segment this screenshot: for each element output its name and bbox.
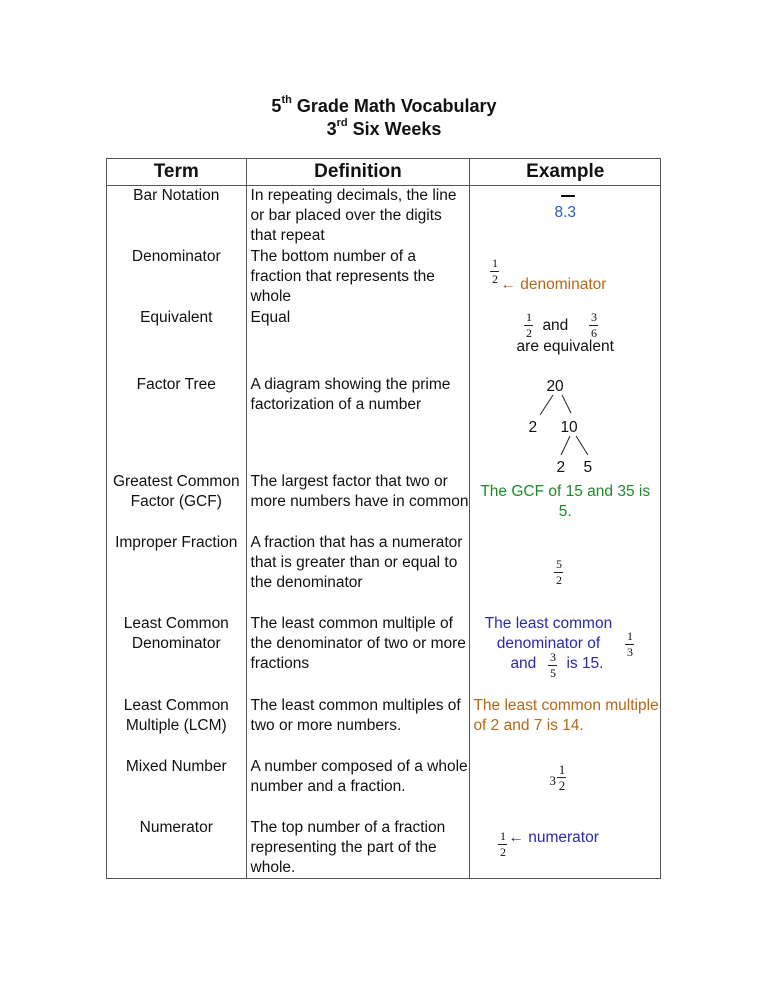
fraction: 1 2 bbox=[525, 309, 532, 340]
term-cell: Equivalent bbox=[107, 308, 247, 369]
mixed-whole: 3 bbox=[549, 772, 556, 788]
term-cell: Mixed Number bbox=[107, 757, 247, 818]
term-cell: Least Common Denominator bbox=[107, 614, 247, 696]
equivalent-text: are equivalent bbox=[516, 337, 614, 355]
repeat-bar-mark bbox=[561, 195, 575, 197]
example-cell bbox=[470, 247, 661, 308]
fraction: 1 2 bbox=[499, 828, 506, 859]
table-row bbox=[107, 308, 661, 369]
gcf-example: The GCF of 15 and 35 is 5. bbox=[480, 482, 651, 520]
definition-cell: The top number of a fraction representing the part of the whole. bbox=[246, 818, 470, 879]
fraction: 3 6 bbox=[590, 309, 597, 340]
table-row bbox=[107, 533, 661, 614]
definition-cell: The largest factor that two or more numbers have in common bbox=[246, 472, 470, 533]
term-cell: Numerator bbox=[107, 818, 247, 879]
table-row bbox=[107, 757, 661, 818]
table-row bbox=[107, 186, 661, 247]
term-cell: Greatest Common Factor (GCF) bbox=[107, 472, 247, 533]
fraction: 1 2 bbox=[558, 761, 566, 793]
definition-cell: In repeating decimals, the line or bar placed over the digits that repeat bbox=[246, 186, 470, 247]
header-row bbox=[107, 159, 661, 186]
tree-node-5: 5 bbox=[583, 458, 593, 476]
tree-branch bbox=[561, 436, 570, 455]
term-cell: Bar Notation bbox=[107, 186, 247, 247]
tree-node-10: 10 bbox=[560, 418, 578, 436]
fraction: 1 3 bbox=[626, 628, 633, 659]
header-example: Example bbox=[470, 159, 661, 186]
lcm-example: The least common multiple of 2 and 7 is 14. bbox=[473, 696, 659, 734]
tree-branch bbox=[576, 436, 588, 455]
example-cell bbox=[470, 757, 661, 818]
fraction: 5 2 bbox=[555, 556, 562, 587]
example-cell bbox=[470, 533, 661, 614]
example-cell bbox=[470, 369, 661, 476]
tree-branch bbox=[540, 395, 553, 415]
definition-cell: A fraction that has a numerator that is greater than or equal to the denominator bbox=[246, 533, 470, 614]
page-title: 5th Grade Math Vocabulary bbox=[271, 94, 497, 116]
term-cell: Least Common Multiple (LCM) bbox=[107, 696, 247, 757]
example-cell bbox=[470, 472, 661, 533]
tree-branch bbox=[562, 395, 571, 413]
term-cell: Factor Tree bbox=[107, 369, 247, 472]
example-cell bbox=[470, 696, 661, 757]
header-term: Term bbox=[107, 159, 247, 186]
table-row bbox=[107, 472, 661, 533]
example-cell bbox=[470, 818, 661, 879]
definition-cell: A diagram showing the prime factorization of a number bbox=[246, 369, 470, 472]
bar-notation-example: 8.3 bbox=[554, 204, 576, 221]
table-row bbox=[107, 818, 661, 879]
vocabulary-table bbox=[106, 158, 661, 879]
table-row bbox=[107, 614, 661, 696]
denominator-label: ← denominator bbox=[500, 275, 607, 293]
fraction: 3 5 bbox=[549, 649, 556, 680]
and-text: and bbox=[542, 316, 569, 334]
definition-cell: Equal bbox=[246, 308, 470, 369]
lcd-and: and bbox=[510, 654, 537, 672]
tree-node-2b: 2 bbox=[556, 458, 566, 476]
term-cell: Denominator bbox=[107, 247, 247, 308]
tree-node-2: 2 bbox=[528, 418, 538, 436]
fraction: 1 2 bbox=[491, 255, 498, 286]
term-cell: Improper Fraction bbox=[107, 533, 247, 614]
lcd-example-text: The least common denominator of bbox=[484, 614, 613, 652]
definition-cell: The least common multiples of two or more numbers. bbox=[246, 696, 470, 757]
lcd-end: is 15. bbox=[566, 654, 604, 672]
definition-cell: A number composed of a whole number and a fraction. bbox=[246, 757, 470, 818]
example-cell bbox=[470, 614, 661, 696]
example-cell bbox=[470, 308, 661, 369]
table-row bbox=[107, 369, 661, 472]
header-definition: Definition bbox=[246, 159, 470, 186]
definition-cell: The bottom number of a fraction that represents the whole bbox=[246, 247, 470, 308]
example-cell bbox=[470, 186, 661, 247]
factor-tree bbox=[470, 369, 660, 476]
numerator-label: ← numerator bbox=[508, 828, 599, 846]
page-subtitle: 3rd Six Weeks bbox=[326, 117, 442, 139]
table-row bbox=[107, 696, 661, 757]
definition-cell: The least common multiple of the denominator of two or more fractions bbox=[246, 614, 470, 696]
table-row bbox=[107, 247, 661, 308]
tree-node-20: 20 bbox=[546, 377, 564, 395]
